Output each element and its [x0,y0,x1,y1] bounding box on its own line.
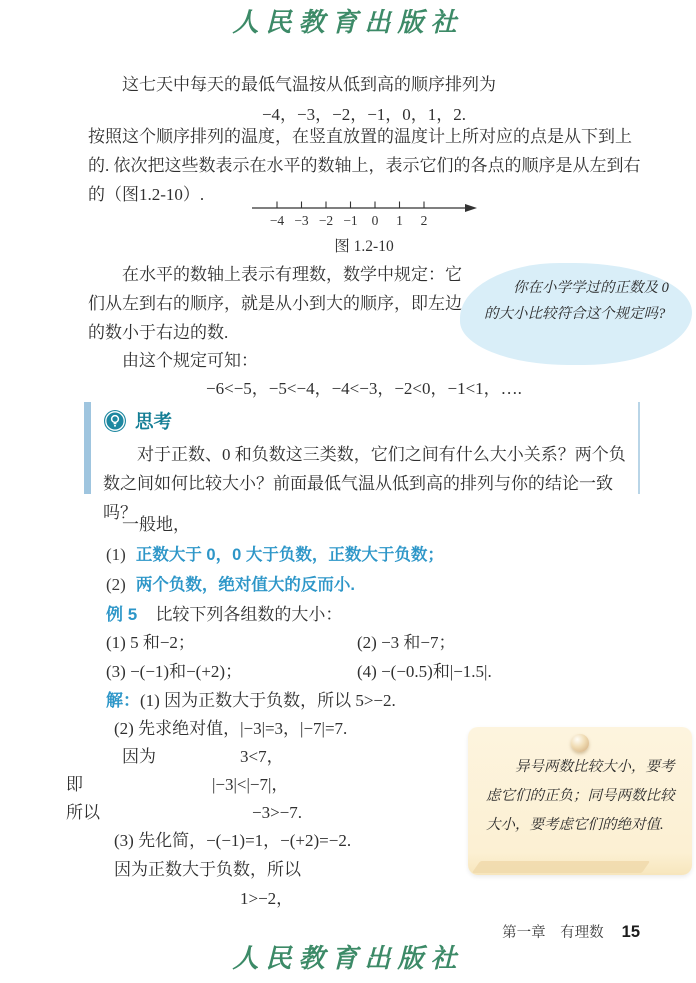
svg-text:0: 0 [371,213,379,228]
publisher-logo-bottom: 人民教育出版社 [232,944,464,974]
generally-lead: 一般地， [122,515,190,534]
figure-caption: 图 1.2-10 [334,238,394,255]
number-line-axis [249,196,479,232]
expression-3: −3>−7. [252,803,303,822]
temperature-sequence: −4，−3，−2，−1，0，1，2. [261,105,467,124]
svg-text:−3: −3 [294,213,309,228]
because-label: 因为 [122,747,156,766]
rule-item-2-number: (2) [106,575,126,594]
example-item-3: (3) −(−1)和−(+2)； [106,662,243,681]
intro-paragraph-line1: 这七天中每天的最低气温按从低到高的顺序排列为 [122,75,496,94]
think-title: 思考 [135,410,173,432]
that-is-label: 即 [66,775,83,794]
svg-text:−2: −2 [318,213,334,228]
example-label: 例 5 [106,605,138,624]
expression-2: |−3|<|−7|， [212,775,289,794]
solution-line-3-cont: 因为正数大于负数，所以 [114,860,301,879]
think-body: 对于正数、0 和负数这三类数，它们之间有什么大小关系？两个负数之间如何比较大小？前面最低气温从低到高的排列与你的结论一致吗？ [103,445,626,522]
margin-note [468,727,692,875]
solution-label: 解： [106,691,140,710]
solution-line-1 [106,686,640,715]
rule-item-1-text: 正数大于 0，0 大于负数，正数大于负数； [135,546,444,564]
svg-text:−4: −4 [269,213,285,228]
rule-item-1-number: (1) [106,545,126,564]
ordering-rule-paragraph: 在水平的数轴上表示有理数，数学中规定：它们从左到右的顺序，就是从小到大的顺序，即左边的数小于右边的数. [88,265,462,342]
publisher-logo-top: 人民教育出版社 [232,8,464,38]
think-box [84,402,640,522]
example-heading [106,600,640,629]
think-header [103,406,628,436]
rule-item-1 [106,540,640,570]
intro-paragraph-line2: 按照这个顺序排列的温度，在竖直放置的温度计上所对应的点是从下到上的. 依次把这些数表示在水平的数轴上，表示它们的各点的顺序是从左到右的（图1.2-10）. [88,127,641,204]
page-number: 15 [621,923,640,941]
example-item-1: (1) 5 和−2； [106,633,195,652]
think-icon [103,409,127,433]
solution-line-2: (2) 先求绝对值，|−3|=3，|−7|=7. [114,719,348,738]
therefore-label: 所以 [66,803,100,822]
deduction-lead: 由这个规定可知： [122,351,258,370]
inequality-chain: −6<−5，−5<−4，−4<−3，−2<0，−1<1，…. [206,379,522,398]
expression-4: 1>−2， [240,889,294,908]
rule-item-2-text: 两个负数，绝对值大的反而小. [135,576,355,594]
example-item-2: (2) −3 和−7； [357,633,456,652]
question-cloud-bubble [460,263,692,365]
margin-note-text: 异号两数比较大小，要考虑它们的正负；同号两数比较大小，要考虑它们的绝对值. [486,759,675,833]
svg-text:1: 1 [396,213,403,228]
pin-icon [571,734,589,752]
example-item-4: (4) −(−0.5)和|−1.5|. [357,662,492,681]
number-line-ticks [270,202,428,229]
example-title: 比较下列各组数的大小： [155,605,343,624]
svg-text:−1: −1 [343,213,358,228]
bubble-text: 你在小学学过的正数及 0 的大小比较符合这个规定吗? [484,280,669,322]
svg-text:2: 2 [420,213,428,228]
solution-1-text: (1) 因为正数大于负数，所以 5>−2. [140,691,396,710]
solution-line-3: (3) 先化简，−(−1)=1，−(+2)=−2. [114,831,352,850]
expression-1: 3<7， [240,747,284,766]
rule-item-2 [106,570,640,600]
chapter-title: 第一章 有理数 [502,925,604,941]
